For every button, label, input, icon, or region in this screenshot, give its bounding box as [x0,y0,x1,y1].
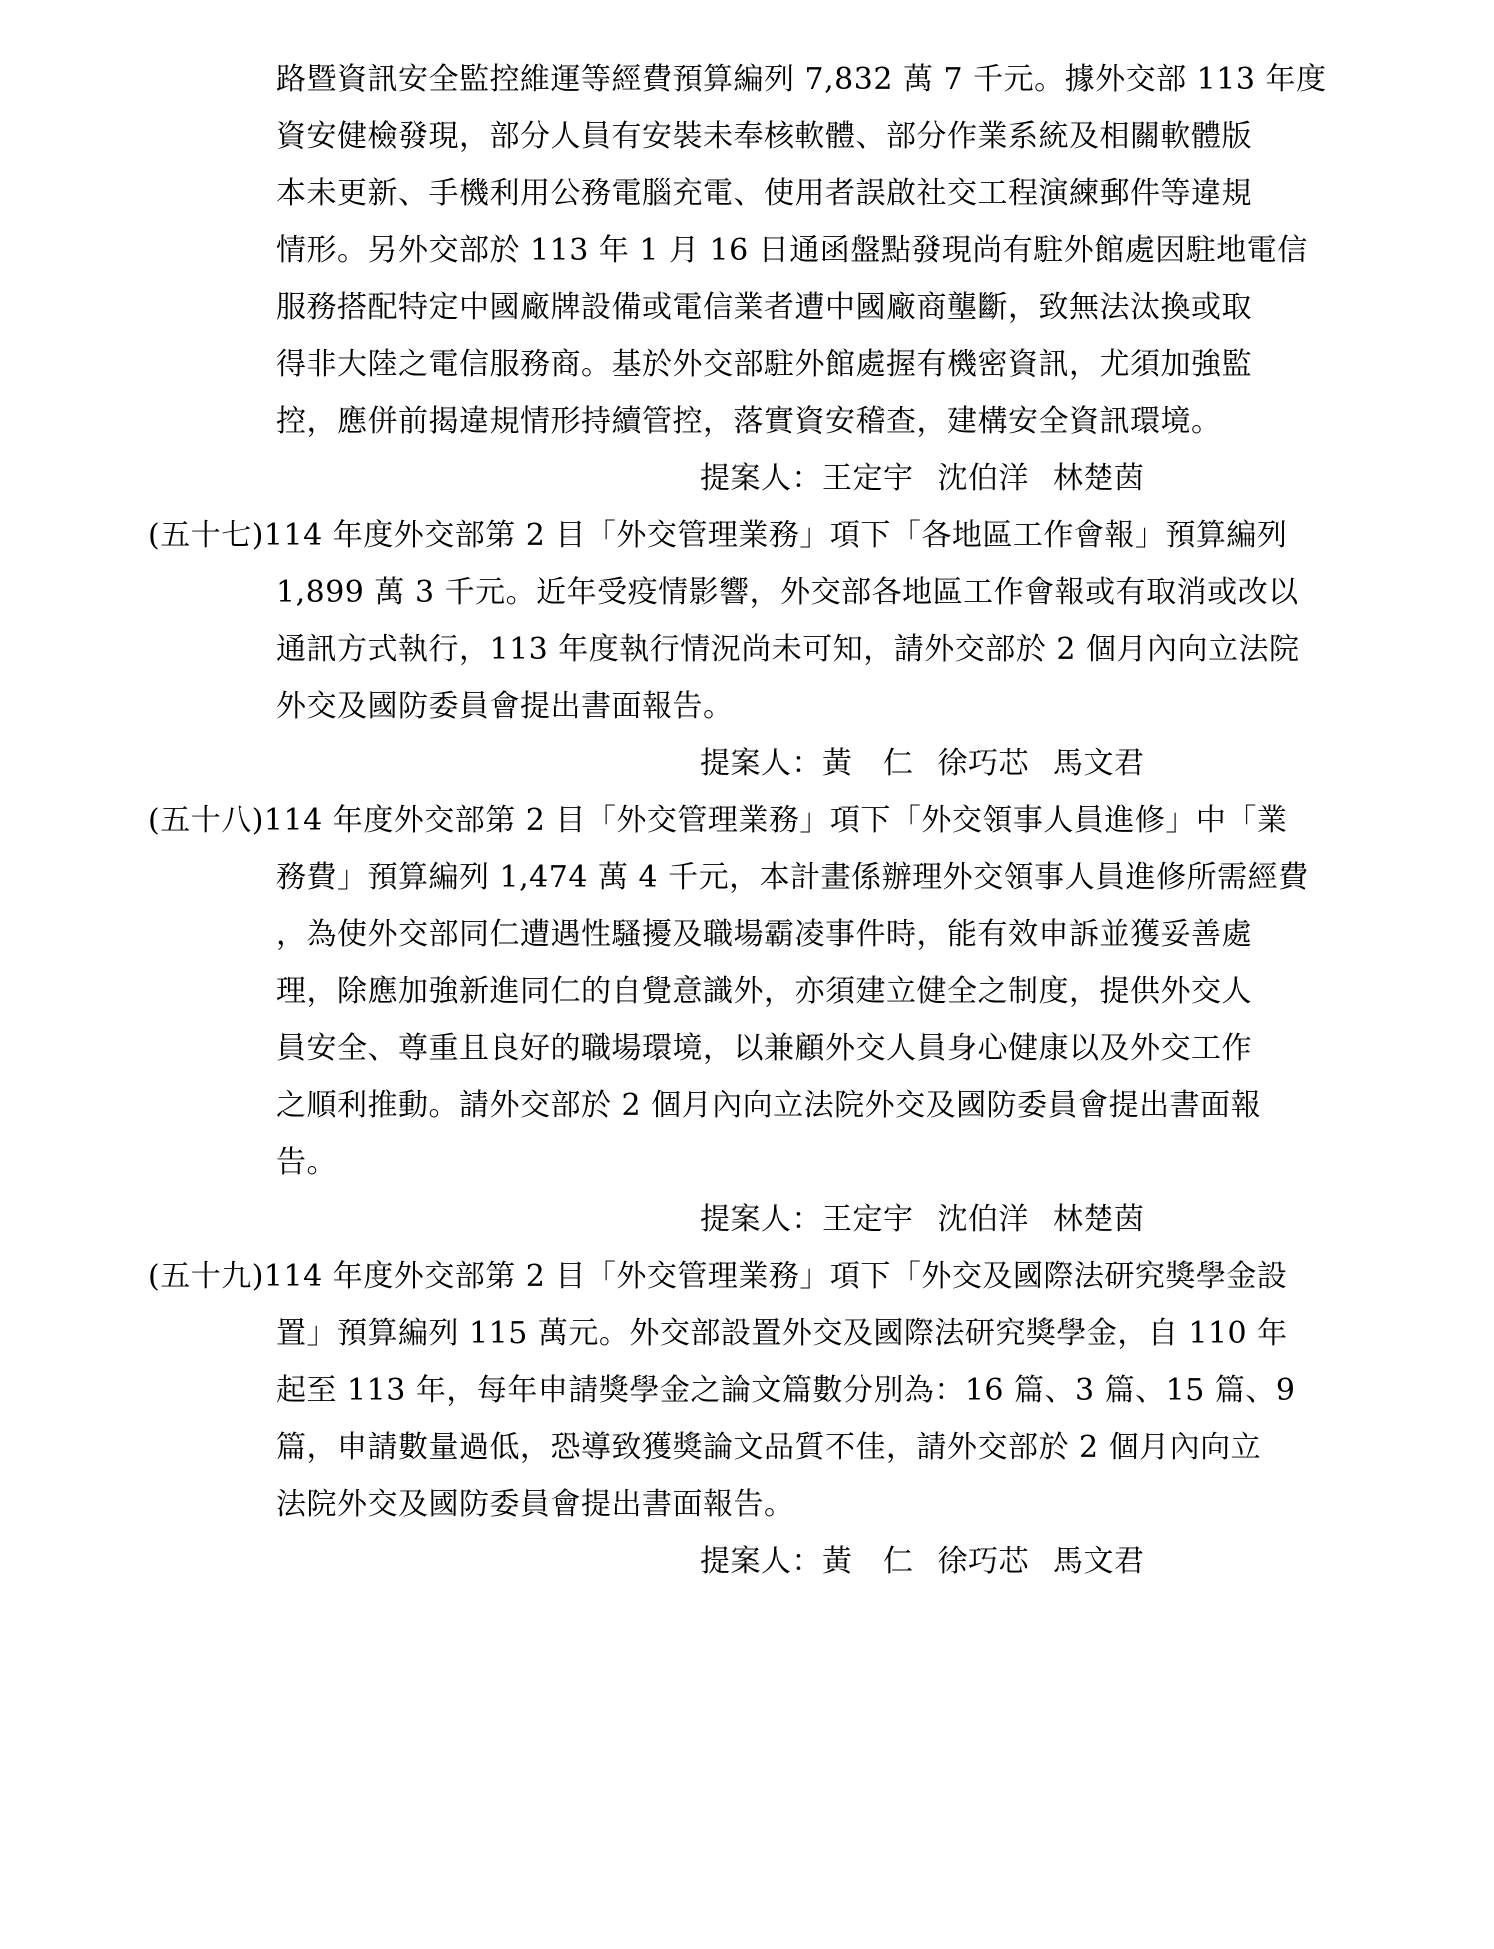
paragraph-line: 員安全、尊重且良好的職場環境，以兼顧外交人員身心健康以及外交工作 [276,1031,1252,1066]
resolution-heading-line [148,1257,1287,1297]
proposer-name: 黃 仁 [822,1544,914,1579]
proposer-name: 林楚茵 [1053,461,1145,496]
paragraph-line: 1,899 萬 3 千元。近年受疫情影響，外交部各地區工作會報或有取消或改以 [276,575,1299,610]
resolution-heading-line [148,516,1287,556]
paragraph-line: 置」預算編列 115 萬元。外交部設置外交及國際法研究獎學金，自 110 年 [276,1316,1288,1351]
paragraph-line: 情形。另外交部於 113 年 1 月 16 日通函盤點發現尚有駐外館處因駐地電信 [276,233,1308,268]
proposer-name: 徐巧芯 [937,746,1029,781]
paragraph-line: 服務搭配特定中國廠牌設備或電信業者遭中國廠商壟斷，致無法汰換或取 [276,290,1252,325]
proposer-name: 黃 仁 [822,746,914,781]
resolution-number: (五十八) [148,803,264,838]
proposer-name: 林楚茵 [1053,1202,1145,1237]
proposer-name: 徐巧芯 [937,1544,1029,1579]
paragraph-line: 告。 [276,1145,337,1180]
proposer-label: 提案人： [700,746,822,781]
paragraph-line: 路暨資訊安全監控維運等經費預算編列 7,832 萬 7 千元。據外交部 113 年度 [276,62,1327,97]
proposer-name: 王定宇 [822,1202,914,1237]
resolution-heading-line [148,801,1287,841]
resolution-number: (五十九) [148,1259,264,1294]
proposer-name: 沈伯洋 [937,1202,1029,1237]
paragraph-line: 得非大陸之電信服務商。基於外交部駐外館處握有機密資訊，尤須加強監 [276,347,1252,382]
resolution-number: (五十七) [148,518,264,553]
proposer-line [700,1200,1145,1240]
paragraph-line: 起至 113 年，每年申請獎學金之論文篇數分別為：16 篇、3 篇、15 篇、9 [276,1373,1296,1408]
proposer-label: 提案人： [700,1544,822,1579]
paragraph-line: 篇，申請數量過低，恐導致獲獎論文品質不佳，請外交部於 2 個月內向立 [276,1430,1262,1465]
paragraph-line: 法院外交及國防委員會提出書面報告。 [276,1487,795,1522]
paragraph-line: 114 年度外交部第 2 目「外交管理業務」項下「各地區工作會報」預算編列 [263,518,1288,553]
paragraph-line: 資安健檢發現，部分人員有安裝未奉核軟體、部分作業系統及相關軟體版 [276,119,1252,154]
proposer-line [700,744,1145,784]
paragraph-line: 之順利推動。請外交部於 2 個月內向立法院外交及國防委員會提出書面報 [276,1088,1262,1123]
paragraph-line: 外交及國防委員會提出書面報告。 [276,689,734,724]
proposer-line [700,1542,1145,1582]
paragraph-line: 114 年度外交部第 2 目「外交管理業務」項下「外交領事人員進修」中「業 [263,803,1288,838]
proposer-name: 沈伯洋 [937,461,1029,496]
proposer-label: 提案人： [700,461,822,496]
proposer-line [700,459,1145,499]
paragraph-line: 務費」預算編列 1,474 萬 4 千元，本計畫係辦理外交領事人員進修所需經費 [276,860,1309,895]
paragraph-line: 理，除應加強新進同仁的自覺意識外，亦須建立健全之制度，提供外交人 [276,974,1252,1009]
paragraph-line: 控，應併前揭違規情形持續管控，落實資安稽查，建構安全資訊環境。 [276,404,1222,439]
paragraph-line: ，為使外交部同仁遭遇性騷擾及職場霸凌事件時，能有效申訴並獲妥善處 [276,917,1252,952]
proposer-name: 王定宇 [822,461,914,496]
paragraph-line: 通訊方式執行，113 年度執行情況尚未可知，請外交部於 2 個月內向立法院 [276,632,1300,667]
proposer-label: 提案人： [700,1202,822,1237]
proposer-name: 馬文君 [1053,1544,1145,1579]
paragraph-line: 本未更新、手機利用公務電腦充電、使用者誤啟社交工程演練郵件等違規 [276,176,1252,211]
proposer-name: 馬文君 [1053,746,1145,781]
paragraph-line: 114 年度外交部第 2 目「外交管理業務」項下「外交及國際法研究獎學金設 [263,1259,1288,1294]
